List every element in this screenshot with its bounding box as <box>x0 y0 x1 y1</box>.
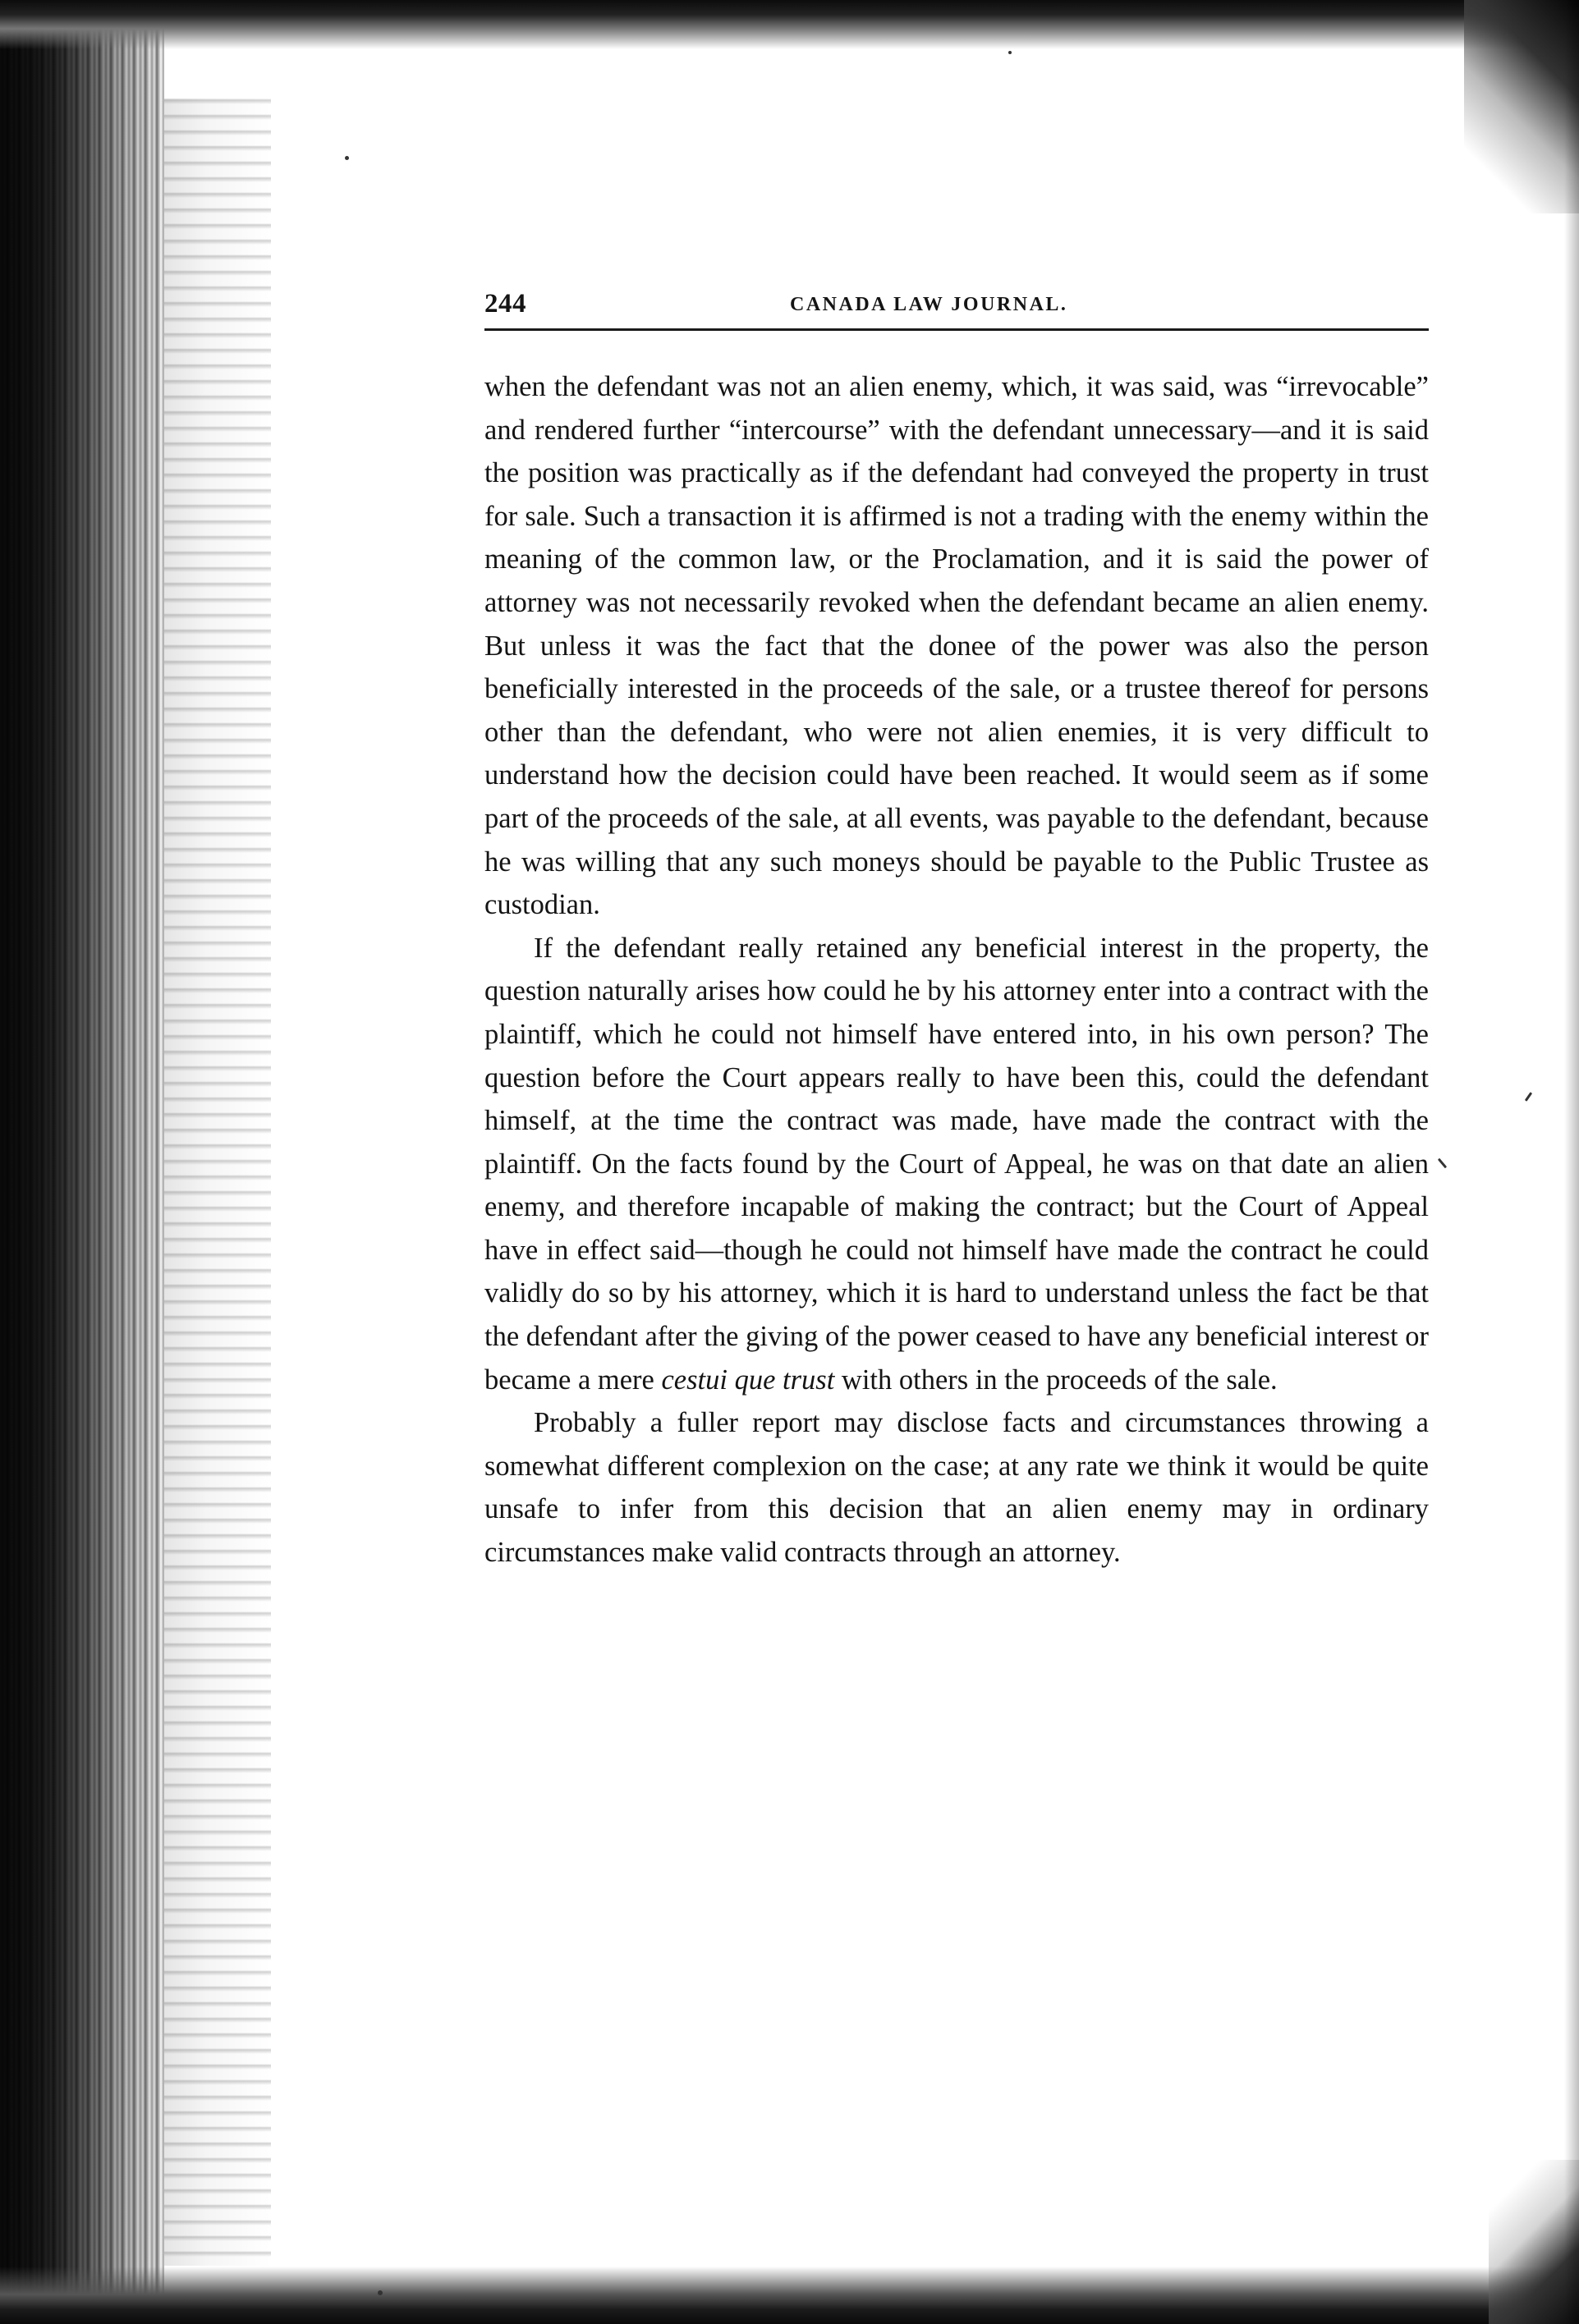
paragraph <box>484 927 1429 1402</box>
journal-title: CANADA LAW JOURNAL. <box>790 294 1068 315</box>
binding-texture <box>164 99 271 2266</box>
scan-speck <box>1525 1092 1532 1102</box>
paragraph <box>484 1401 1429 1574</box>
paragraph-text: If the defendant really retained any beneficial interest in the property, the question naturally arises how could he by his attorney enter into a contract with the plaintiff, which he could not himself have entered into, in his own person? The question before the Court appears really to have been this, could the defendant himself, at the time the contract was made, have made the contract with the plaintiff. On the facts found by the Court of Appeal, he was on that date an alien enemy, and therefore incapable of making the contract; but the Court of Appeal have in effect said—though he could not himself have made the contract he could validly do so by his attorney, which it is hard to understand unless the fact be that the defendant after the giving of the power ceased to have any beneficial interest or became a mere <box>484 932 1429 1396</box>
running-head <box>484 289 1429 327</box>
scan-speck <box>378 2290 383 2295</box>
bottom-edge-shadow <box>0 2267 1579 2324</box>
paragraph-text-end: with others in the proceeds of the sale. <box>834 1364 1278 1396</box>
italic-phrase: cestui que trust <box>661 1364 835 1396</box>
paragraph-text: when the defendant was not an alien enemy, which, it was said, was “irrevocable” and rendered further “intercourse” with the defendant unnecessary—and it is said the position was practically as if the defendant had conveyed the property in trust for sale. Such a transaction it is affirmed is not a trading with the enemy within the meaning of the common law, or the Proclamation, and it is said the power of attorney was not necessarily revoked when the defendant became an alien enemy. But unless it was the fact that the donee of the power was also the person beneficially interested in the proceeds of the sale, or a trustee thereof for persons other than the defendant, who were not alien enemies, it is very difficult to understand how the decision could have been reached. It would seem as if some part of the proceeds of the sale, at all events, was payable to the defendant, because he was willing that any such moneys should be payable to the Public Trustee as custodian. <box>484 371 1429 921</box>
top-edge-shadow <box>0 0 1579 49</box>
header-rule <box>484 328 1429 331</box>
scan-speck <box>1008 51 1012 54</box>
binding-shadow <box>0 0 164 2324</box>
scan-speck <box>1438 1158 1447 1169</box>
scan-speck <box>345 156 349 160</box>
right-edge-shadow <box>1564 0 1579 2324</box>
paragraph-text: Probably a fuller report may disclose facts and circumstances throwing a somewhat different complexion on the case; at any rate we think it would be quite unsafe to infer from this decision that an alien enemy may in ordinary circumstances make valid contracts through an attorney. <box>484 1407 1429 1569</box>
paragraph-continuation <box>484 365 1429 927</box>
page-number: 244 <box>484 289 526 319</box>
article-body <box>484 365 1429 1575</box>
top-right-corner-shadow <box>1464 0 1579 213</box>
page-content <box>484 289 1429 1575</box>
